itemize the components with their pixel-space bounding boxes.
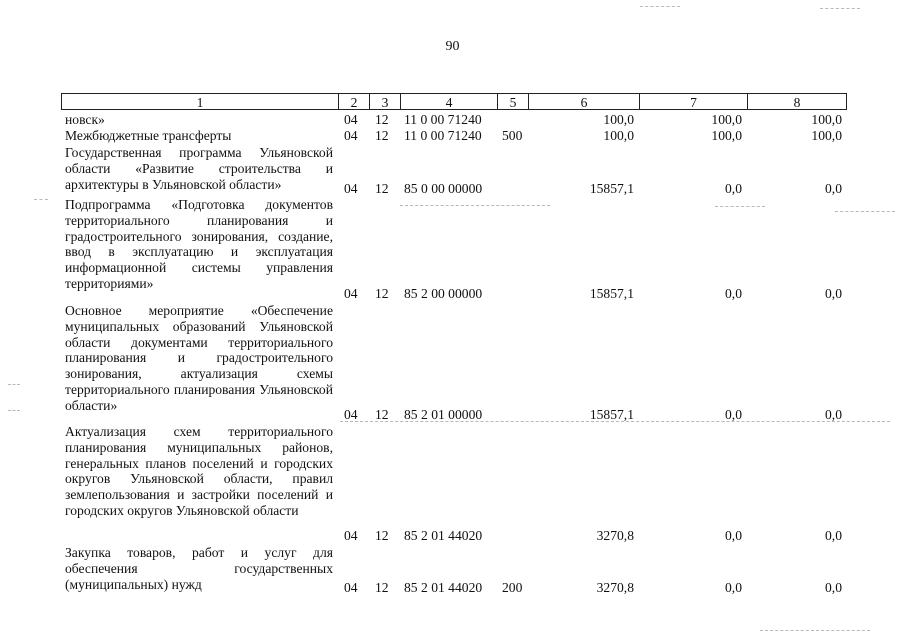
scan-artifact [8, 384, 20, 385]
row-col-6: 15857,1 [589, 407, 634, 422]
row-col-2: 04 [344, 407, 358, 422]
row-col-4: 85 2 01 44020 [404, 580, 483, 595]
scan-artifact [34, 199, 48, 200]
row-col-6: 15857,1 [589, 286, 634, 301]
row-col-8: 100,0 [811, 112, 842, 127]
row-col-3: 12 [375, 580, 389, 595]
row-col-6: 15857,1 [589, 181, 634, 196]
row-col-5: 500 [502, 128, 523, 143]
scan-artifact [835, 211, 895, 212]
header-col-8: 8 [747, 93, 847, 110]
table-header [61, 93, 847, 111]
row-description: Государственная программа Ульяновской области «Развитие строительства и архитектуры в Ульяновской области» [65, 145, 333, 192]
row-description: Основное мероприятие «Обеспечение муниципальных образований Ульяновской области документами территориального планирования и градостроительного зонирования, актуализация схемы территориального планирования Ульяновской области» [65, 303, 333, 413]
row-col-8: 100,0 [811, 128, 842, 143]
row-col-6: 100,0 [603, 128, 634, 143]
row-col-8: 0,0 [825, 528, 842, 543]
row-col-7: 0,0 [725, 580, 742, 595]
row-col-7: 100,0 [711, 112, 742, 127]
header-col-4: 4 [400, 93, 497, 110]
row-col-2: 04 [344, 181, 358, 196]
row-col-7: 0,0 [725, 407, 742, 422]
row-col-8: 0,0 [825, 407, 842, 422]
row-col-4: 85 2 00 00000 [404, 286, 483, 301]
row-col-2: 04 [344, 528, 358, 543]
page-number: 90 [445, 39, 460, 54]
row-col-4: 11 0 00 71240 [404, 112, 482, 127]
scan-artifact [400, 205, 550, 206]
row-col-6: 3270,8 [596, 580, 634, 595]
row-col-4: 85 2 01 44020 [404, 528, 483, 543]
row-col-4: 85 2 01 00000 [404, 407, 483, 422]
row-col-2: 04 [344, 128, 358, 143]
header-col-1: 1 [61, 93, 338, 110]
scan-artifact [340, 421, 890, 422]
row-description: Межбюджетные трансферты [65, 128, 232, 143]
header-col-3: 3 [369, 93, 400, 110]
row-col-2: 04 [344, 286, 358, 301]
scan-artifact [760, 630, 870, 631]
row-col-6: 3270,8 [596, 528, 634, 543]
row-description: Актуализация схем территориального планирования муниципальных районов, генеральных планов поселений и городских округов Ульяновской области, правил землепользования и застройки поселений и городских округов Ульяновской области [65, 424, 333, 518]
row-col-4: 11 0 00 71240 [404, 128, 482, 143]
scan-artifact [640, 6, 680, 7]
row-description: Закупка товаров, работ и услуг для обеспечения государственных (муниципальных) нужд [65, 545, 333, 592]
row-col-7: 100,0 [711, 128, 742, 143]
row-col-3: 12 [375, 407, 389, 422]
row-col-6: 100,0 [603, 112, 634, 127]
header-col-2: 2 [338, 93, 369, 110]
row-col-7: 0,0 [725, 181, 742, 196]
row-col-7: 0,0 [725, 286, 742, 301]
row-col-3: 12 [375, 286, 389, 301]
row-col-3: 12 [375, 112, 389, 127]
row-col-5: 200 [502, 580, 523, 595]
row-col-3: 12 [375, 528, 389, 543]
scan-artifact [820, 8, 860, 9]
row-col-2: 04 [344, 112, 358, 127]
row-col-8: 0,0 [825, 286, 842, 301]
scan-artifact [715, 206, 765, 207]
row-col-8: 0,0 [825, 181, 842, 196]
row-col-4: 85 0 00 00000 [404, 181, 483, 196]
header-col-6: 6 [528, 93, 639, 110]
row-col-3: 12 [375, 128, 389, 143]
header-col-7: 7 [639, 93, 747, 110]
row-description: новск» [65, 112, 105, 127]
row-col-7: 0,0 [725, 528, 742, 543]
row-col-3: 12 [375, 181, 389, 196]
row-description: Подпрограмма «Подготовка документов территориального планирования и градостроительного зонирования, создание, ввод в эксплуатацию и эксплуатация информационной системы управления территориями» [65, 197, 333, 291]
row-col-8: 0,0 [825, 580, 842, 595]
scan-artifact [8, 410, 20, 411]
row-col-2: 04 [344, 580, 358, 595]
header-col-5: 5 [497, 93, 528, 110]
